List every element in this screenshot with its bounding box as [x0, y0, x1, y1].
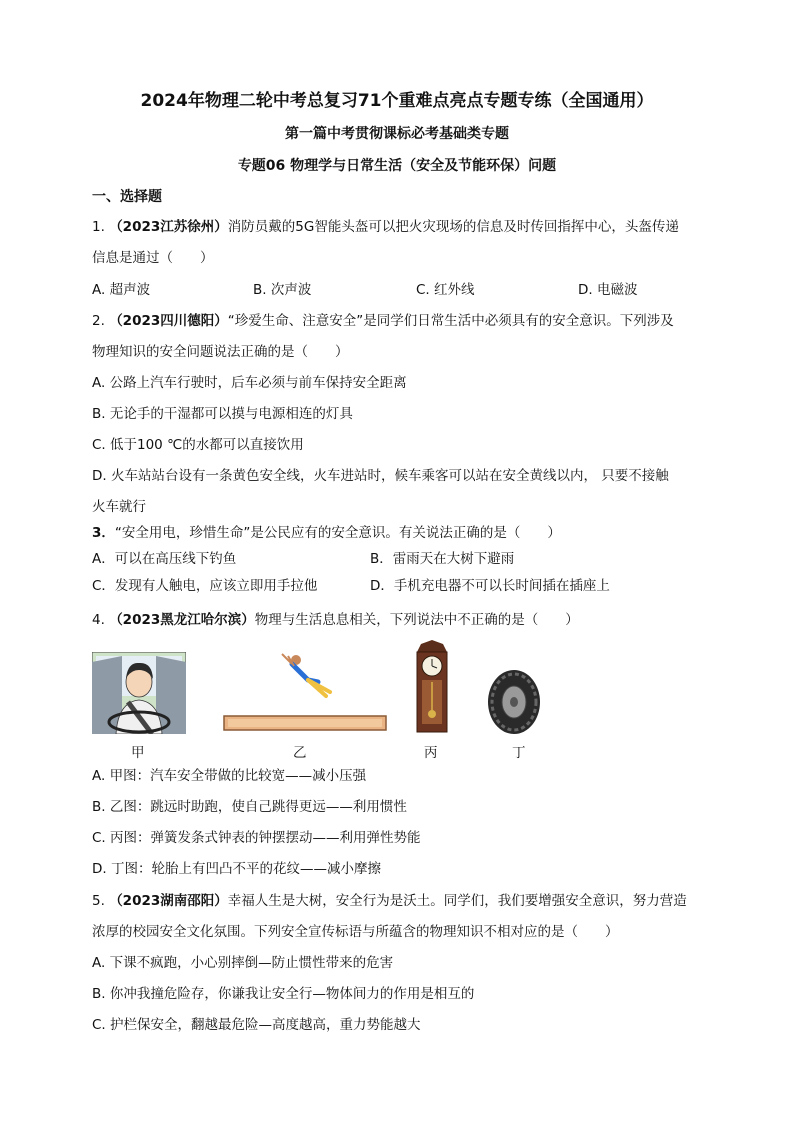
driver-seatbelt-image — [92, 652, 186, 734]
question-1-stem — [92, 217, 679, 237]
question-source: （2023四川德阳） — [109, 313, 228, 329]
q4-option-b: B. 乙图：跳远时助跑，使自己跳得更远——利用惯性 — [92, 799, 407, 815]
q4-option-d: D. 丁图：轮胎上有凹凸不平的花纹——减小摩擦 — [92, 861, 381, 877]
q1-option-c: C. 红外线 — [416, 282, 475, 298]
question-text: “珍爱生命、注意安全”是同学们日常生活中必须具有的安全意识。下列涉及 — [227, 313, 674, 329]
question-text: “安全用电，珍惜生命”是公民应有的安全意识。有关说法正确的是（ ） — [114, 525, 561, 541]
question-5-stem-cont: 浓厚的校园安全文化氛围。下列安全宣传标语与所蕴含的物理知识不相对应的是（ ） — [92, 924, 619, 940]
q5-option-a: A. 下课不疯跑，小心别摔倒—防止惯性带来的危害 — [92, 955, 394, 971]
question-source: （2023黑龙江哈尔滨） — [109, 612, 255, 628]
q5-option-b: B. 你冲我撞危险存，你谦我让安全行—物体间力的作用是相互的 — [92, 986, 475, 1002]
caption-ding: 丁 — [512, 745, 526, 761]
question-3-stem — [92, 523, 561, 543]
q2-option-d: D. 火车站站台设有一条黄色安全线，火车进站时，候车乘客可以站在安全黄线以内， 只要不接触 — [92, 468, 669, 484]
question-2-stem-cont: 物理知识的安全问题说法正确的是（ ） — [92, 344, 349, 360]
q2-option-c: C. 低于100 ℃的水都可以直接饮用 — [92, 437, 304, 453]
q3-option-b: B．雷雨天在大树下避雨 — [370, 551, 515, 567]
question-number: 5. — [92, 893, 105, 909]
q3-option-d: D．手机充电器不可以长时间插在插座上 — [370, 578, 610, 594]
q3-option-c: C．发现有人触电，应该立即用手拉他 — [92, 578, 318, 594]
pendulum-clock-image — [413, 640, 451, 736]
topic-heading: 专题06 物理学与日常生活（安全及节能环保）问题 — [237, 158, 557, 174]
question-text: 幸福人生是大树，安全行为是沃土。同学们，我们要增强安全意识，努力营造 — [227, 893, 687, 909]
caption-yi: 乙 — [293, 745, 307, 761]
q3-option-a: A．可以在高压线下钓鱼 — [92, 551, 237, 567]
question-text: 消防员戴的5G智能头盔可以把火灾现场的信息及时传回指挥中心，头盔传递 — [227, 219, 679, 235]
question-source: （2023湖南邵阳） — [109, 893, 228, 909]
q1-option-d: D. 电磁波 — [578, 282, 638, 298]
question-number: 3． — [92, 525, 115, 541]
question-source: （2023江苏徐州） — [109, 219, 228, 235]
q2-option-d-cont: 火车就行 — [92, 499, 146, 515]
question-number: 4. — [92, 612, 105, 628]
question-5-stem — [92, 891, 687, 911]
caption-bing: 丙 — [424, 745, 438, 761]
document-title: 2024年物理二轮中考总复习71个重难点亮点专题专练（全国通用） — [140, 91, 654, 111]
caption-jia: 甲 — [131, 745, 145, 761]
q5-option-c: C. 护栏保安全，翻越最危险—高度越高，重力势能越大 — [92, 1017, 421, 1033]
q2-option-a: A. 公路上汽车行驶时，后车必须与前车保持安全距离 — [92, 375, 407, 391]
q4-option-a: A. 甲图：汽车安全带做的比较宽——减小压强 — [92, 768, 367, 784]
question-1-stem-cont: 信息是通过（ ） — [92, 250, 214, 266]
question-number: 1. — [92, 219, 105, 235]
tire-image — [486, 668, 542, 736]
q2-option-b: B. 无论手的干湿都可以摸与电源相连的灯具 — [92, 406, 353, 422]
long-jump-image — [222, 650, 390, 736]
question-4-stem — [92, 610, 579, 630]
question-text: 物理与生活息息相关，下列说法中不正确的是（ ） — [254, 612, 579, 628]
question-number: 2. — [92, 313, 105, 329]
q4-option-c: C. 丙图：弹簧发条式钟表的钟摆摆动——利用弹性势能 — [92, 830, 421, 846]
q1-option-a: A. 超声波 — [92, 282, 151, 298]
question-2-stem — [92, 311, 674, 331]
q1-option-b: B. 次声波 — [253, 282, 312, 298]
part-heading: 第一篇中考贯彻课标必考基础类专题 — [285, 126, 509, 142]
section-heading: 一、选择题 — [92, 189, 162, 205]
